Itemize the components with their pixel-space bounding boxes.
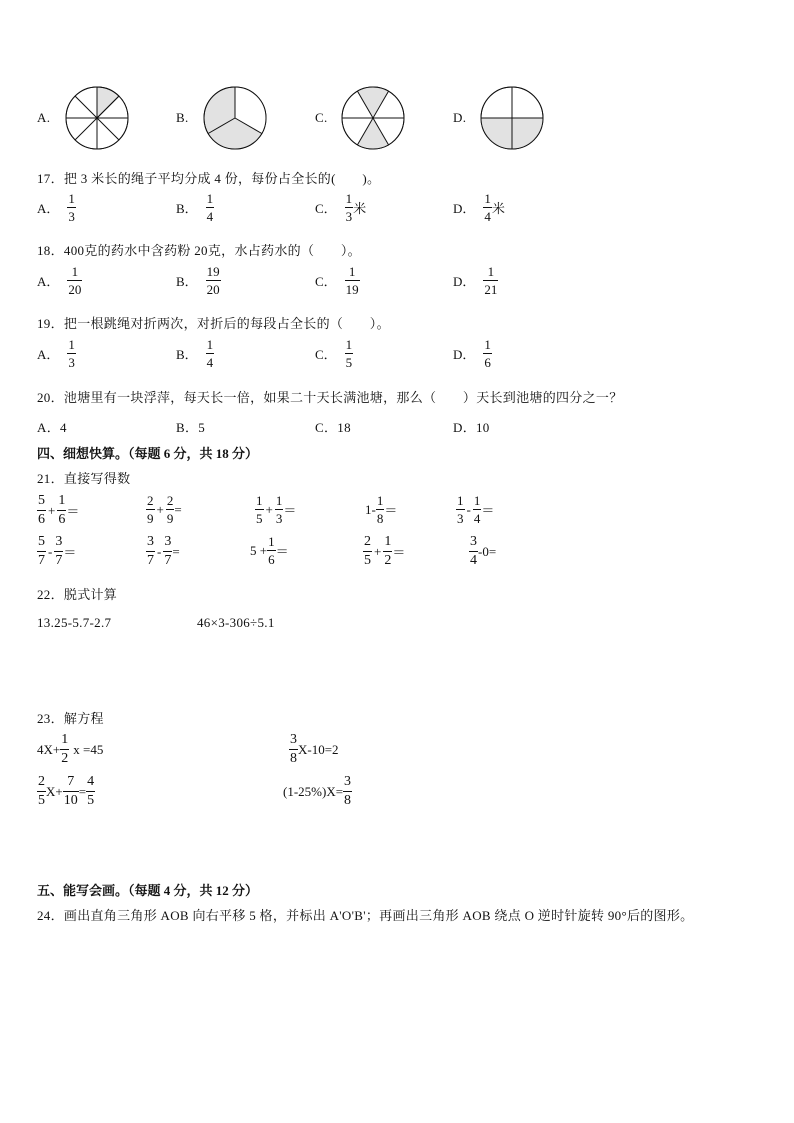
- fraction: $\frac{1}{19}$: [345, 264, 359, 297]
- option-label: C．: [315, 347, 337, 362]
- fraction: $\frac{1}{4}$: [206, 337, 214, 370]
- equation-2: $\frac{3}{8}$ X-10=2: [290, 732, 339, 766]
- equation-4: (1-25%)X= $\frac{3}{8}$: [283, 774, 352, 808]
- q19-option-b[interactable]: [176, 338, 214, 369]
- calc-item: $\frac{1}{5}$ + $\frac{1}{3}$ ＝: [256, 493, 297, 526]
- option-label: B．: [176, 274, 198, 289]
- fraction: $\frac{1}{3}$: [68, 191, 75, 224]
- circle-option-d-label: D.: [453, 110, 467, 125]
- q19-option-d[interactable]: [453, 338, 492, 369]
- unit-text: 米: [353, 201, 367, 216]
- question-22: 22．脱式计算: [37, 587, 118, 602]
- q20-option-d[interactable]: D．10: [453, 420, 490, 435]
- calc-item: $\frac{5}{7}$ - $\frac{3}{7}$ ＝: [38, 534, 77, 568]
- calc-item: $\frac{2}{5}$ + $\frac{1}{2}$ ＝: [364, 534, 406, 568]
- calc-item: $\frac{5}{6}$ + $\frac{1}{6}$ ＝: [38, 493, 80, 527]
- fraction: $\frac{1}{21}$: [484, 264, 498, 297]
- calc-item: $\frac{1}{3}$ - $\frac{1}{4}$ ＝: [457, 493, 495, 526]
- q17-option-d[interactable]: [453, 192, 505, 223]
- circle-d-quarters: [479, 85, 545, 151]
- equation-1: 4X+ $\frac{1}{2}$ x =45: [37, 732, 104, 766]
- q17-option-c[interactable]: [315, 192, 366, 223]
- q18-option-a[interactable]: [37, 265, 82, 296]
- question-24: 24．画出直角三角形 AOB 向右平移 5 格，并标出 A'O'B'；再画出三角形 AOB 绕点 O 逆时针旋转 90°后的图形。: [37, 908, 694, 923]
- circle-b-thirds: [202, 85, 268, 151]
- fraction: $\frac{1}{4}$: [206, 191, 214, 224]
- question-17: 17．把 3 米长的绳子平均分成 4 份，每份占全长的( )。: [37, 171, 381, 186]
- circle-option-b-label: B.: [176, 110, 189, 125]
- option-label: B．: [176, 201, 198, 216]
- q19-option-a[interactable]: [37, 338, 76, 369]
- option-label: A．: [37, 201, 60, 216]
- calc-item: $\frac{3}{4}$ -0=: [470, 534, 497, 568]
- calc-item: 1- $\frac{1}{8}$ ＝: [365, 493, 398, 526]
- circle-c-sixths: [340, 85, 406, 151]
- q18-option-b[interactable]: [176, 265, 221, 296]
- option-label: B．: [176, 347, 198, 362]
- fraction: $\frac{1}{3}$: [68, 337, 75, 370]
- option-label: D．: [453, 274, 476, 289]
- option-label: D．: [453, 347, 476, 362]
- q19-option-c[interactable]: [315, 338, 353, 369]
- question-19: 19．把一根跳绳对折两次，对折后的每段占全长的（ ）。: [37, 316, 390, 331]
- q18-option-d[interactable]: [453, 265, 498, 296]
- fraction: $\frac{1}{20}$: [68, 264, 82, 297]
- option-label: C．: [315, 274, 337, 289]
- question-23: 23．解方程: [37, 711, 104, 726]
- fraction: $\frac{1}{4}$: [484, 191, 491, 224]
- fraction: $\frac{1}{6}$: [484, 337, 491, 370]
- circle-option-a-label: A.: [37, 110, 51, 125]
- fraction: $\frac{1}{3}$: [345, 191, 353, 224]
- fraction: $\frac{19}{20}$: [206, 264, 220, 297]
- calc-item: 5 + $\frac{1}{6}$ ＝: [250, 534, 289, 567]
- fraction: $\frac{1}{5}$: [345, 337, 353, 370]
- section-4-heading: 四、细想快算。（每题 6 分，共 18 分）: [37, 446, 259, 461]
- q20-option-b[interactable]: B．5: [176, 420, 206, 435]
- option-label: A．: [37, 347, 60, 362]
- question-18: 18．400克的药水中含药粉 20克，水占药水的（ ）。: [37, 243, 361, 258]
- option-label: D．: [453, 201, 476, 216]
- option-label: A．: [37, 274, 60, 289]
- equation-3: $\frac{2}{5}$ X+ $\frac{7}{10}$ = $\frac{4}{5}$: [38, 774, 95, 808]
- q17-option-a[interactable]: [37, 192, 76, 223]
- circle-option-c-label: C.: [315, 110, 328, 125]
- q20-option-c[interactable]: C．18: [315, 420, 351, 435]
- expression-2: 46×3-306÷5.1: [197, 615, 275, 630]
- unit-text: 米: [491, 201, 505, 216]
- q17-option-b[interactable]: [176, 192, 214, 223]
- expression-1: 13.25-5.7-2.7: [37, 615, 112, 630]
- option-label: C．: [315, 201, 337, 216]
- circle-a-eighths: [64, 85, 130, 151]
- q18-option-c[interactable]: [315, 265, 360, 296]
- q20-option-a[interactable]: A．4: [37, 420, 67, 435]
- calc-item: $\frac{2}{9}$ + $\frac{2}{9}$ =: [147, 493, 182, 526]
- calc-item: $\frac{3}{7}$ - $\frac{3}{7}$ =: [147, 534, 180, 568]
- section-5-heading: 五、能写会画。（每题 4 分，共 12 分）: [37, 883, 259, 898]
- question-20: 20．池塘里有一块浮萍，每天长一倍，如果二十天长满池塘，那么（ ）天长到池塘的四分之一？: [37, 390, 623, 405]
- question-21: 21．直接写得数: [37, 471, 131, 486]
